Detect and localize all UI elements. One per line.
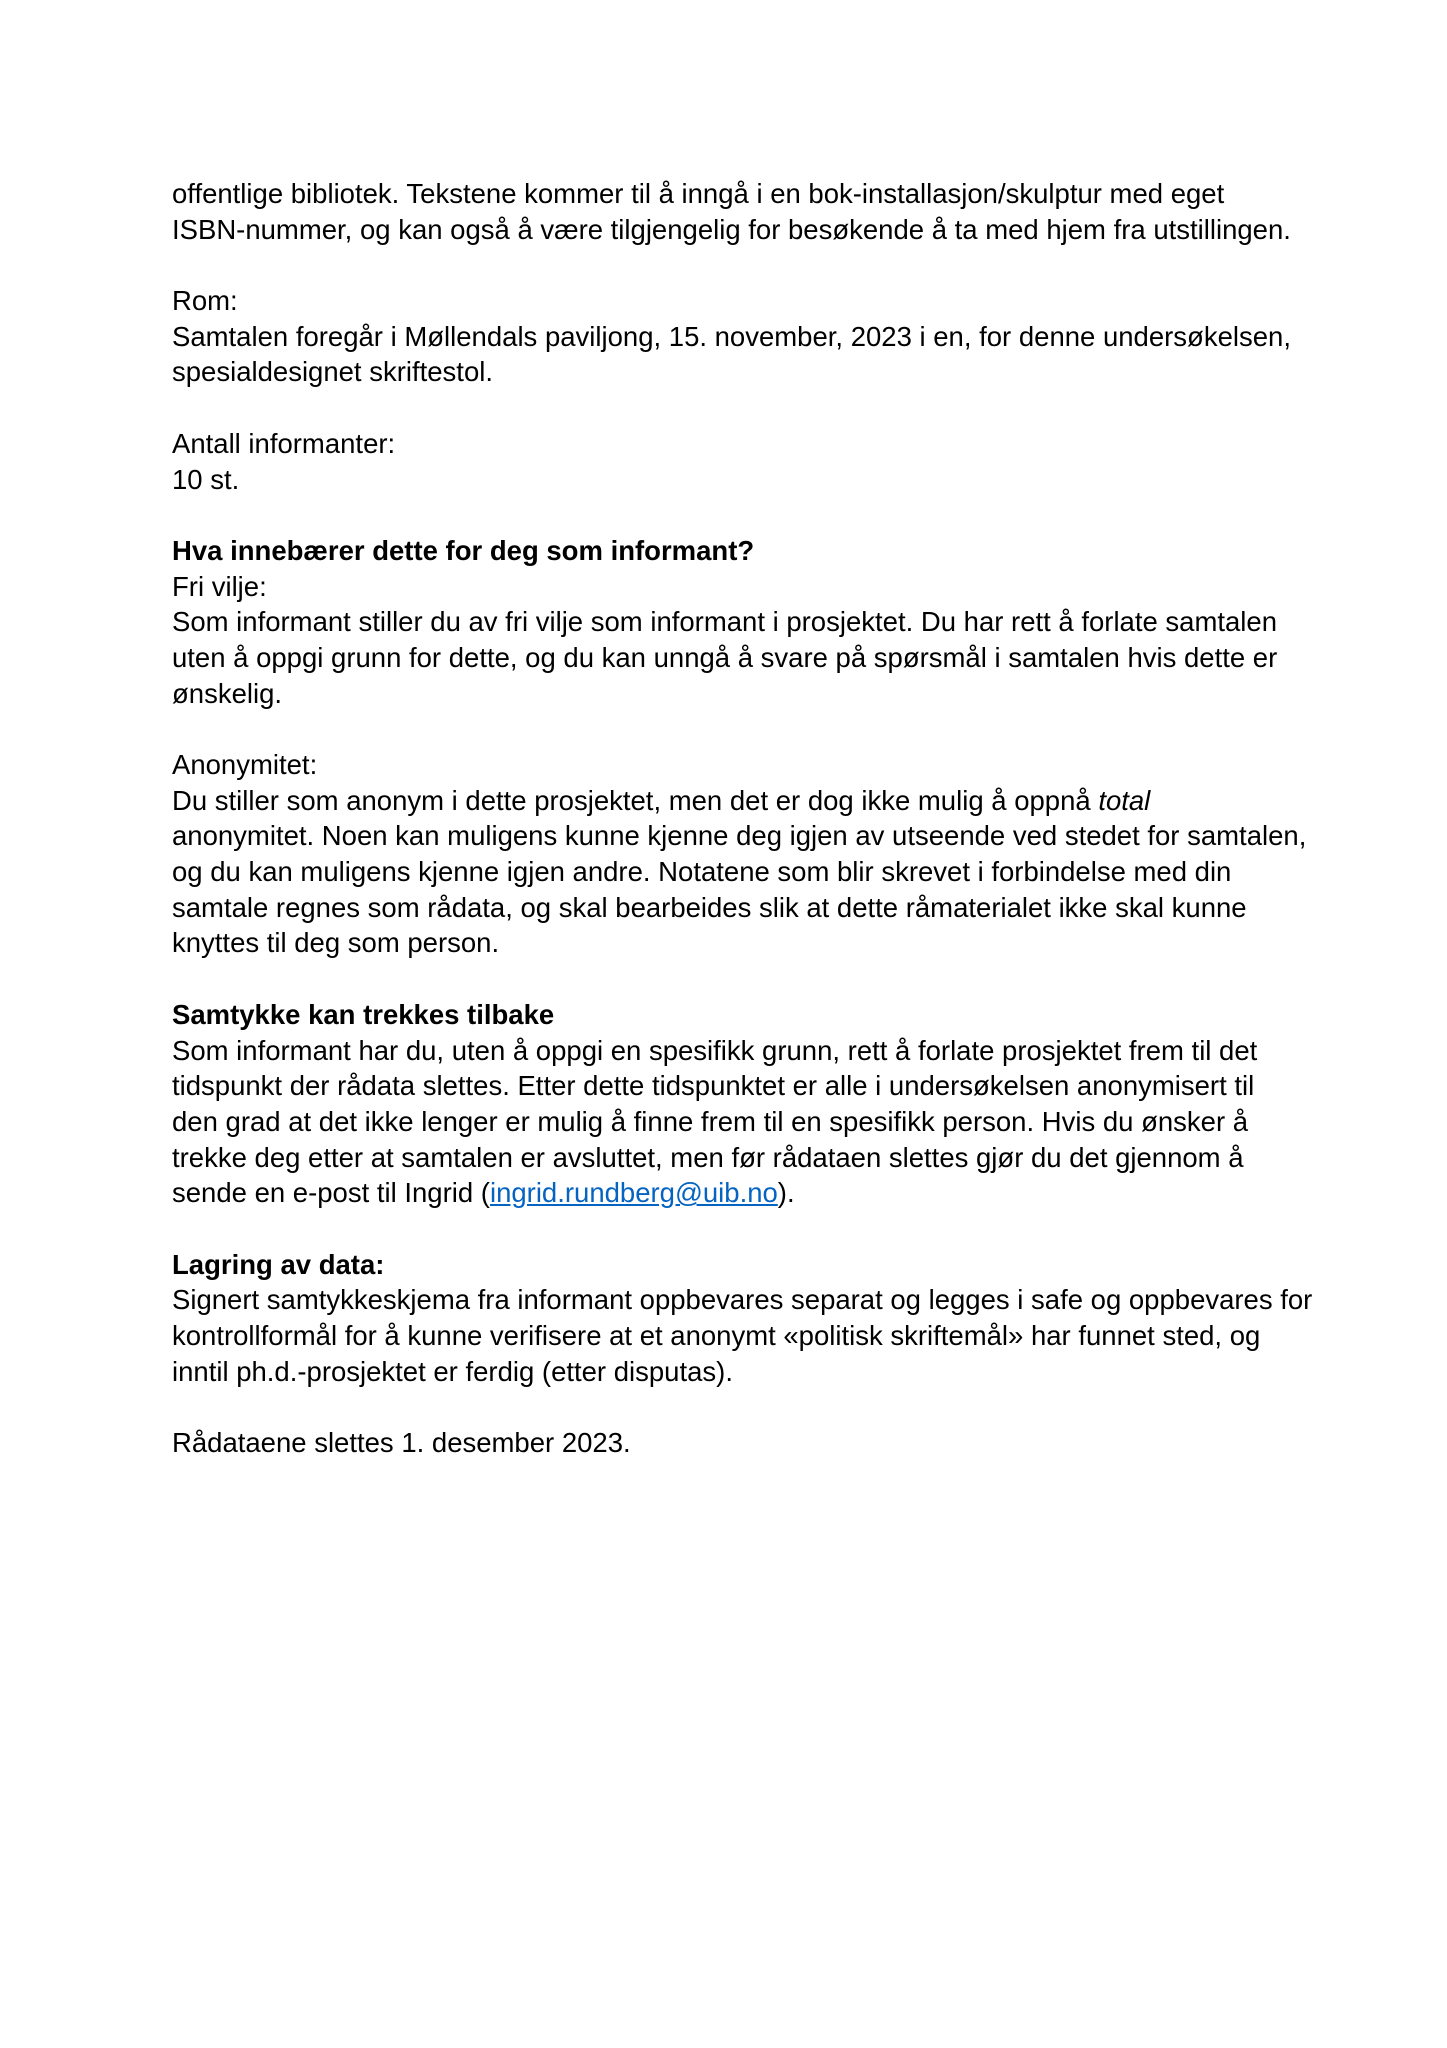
text-line: [172, 1140, 1387, 1176]
blank-line: [172, 497, 1387, 533]
text-line: [172, 354, 1387, 390]
section-heading: [172, 997, 1387, 1033]
text-segment: Fri vilje:: [172, 570, 267, 602]
text-segment: Rådataene slettes 1. desember 2023.: [172, 1427, 631, 1459]
paragraph: [172, 1033, 1387, 1211]
text-segment: Anonymitet:: [172, 749, 318, 780]
text-line: [172, 818, 1387, 854]
text-segment: inntil ph.d.-prosjektet er ferdig (etter disputas).: [172, 1355, 733, 1387]
text-segment: knyttes til deg som person.: [172, 927, 500, 959]
paragraph: [172, 569, 1387, 712]
text-segment: anonymitet. Noen kan muligens kunne kjenne deg igjen av utseende ved stedet for samtalen,: [172, 820, 1307, 852]
text-segment: samtale regnes som rådata, og skal bearbeides slik at dette råmaterialet ikke skal kunne: [172, 891, 1247, 923]
text-line: [172, 1318, 1387, 1354]
text-line: [172, 1104, 1387, 1140]
paragraph: [172, 283, 1387, 390]
text-line: [172, 640, 1387, 676]
blank-line: [172, 247, 1387, 283]
text-line: [172, 783, 1387, 819]
text-segment: Du stiller som anonym i dette prosjektet, men det er dog ikke mulig å oppnå: [172, 784, 1099, 816]
blank-line: [172, 711, 1387, 747]
paragraph: [172, 176, 1387, 247]
text-segment: spesialdesignet skriftestol.: [172, 356, 493, 388]
text-line: [172, 533, 1387, 569]
email-link[interactable]: ingrid.rundberg@uib.no: [489, 1177, 778, 1209]
text-segment: 10 st.: [172, 463, 240, 495]
text-line: [172, 283, 1387, 319]
blank-line: [172, 961, 1387, 997]
text-line: [172, 1033, 1387, 1069]
document-body: [172, 176, 1387, 1461]
text-line: [172, 604, 1387, 640]
blank-line: [172, 1389, 1387, 1425]
text-segment: Hva innebærer dette for deg som informant?: [172, 534, 755, 566]
text-segment: ISBN-nummer, og kan også å være tilgjengelig for besøkende å ta med hjem fra utstillingen.: [172, 213, 1291, 245]
text-segment: Samtalen foregår i Møllendals paviljong, 15. november, 2023 i en, for denne undersøkelsen,: [172, 320, 1291, 352]
text-line: [172, 176, 1387, 212]
text-line: [172, 854, 1387, 890]
paragraph: [172, 1282, 1387, 1389]
text-line: [172, 925, 1387, 961]
section-heading: [172, 1247, 1387, 1283]
text-line: [172, 212, 1387, 248]
text-segment: sende en e-post til Ingrid (: [172, 1177, 490, 1209]
text-segment: Som informant stiller du av fri vilje som informant i prosjektet. Du har rett å forlate samtalen: [172, 606, 1278, 638]
text-segment: offentlige bibliotek. Tekstene kommer til å inngå i en bok-installasjon/skulptur med eget: [172, 178, 1225, 209]
text-line: [172, 569, 1387, 605]
text-line: [172, 676, 1387, 712]
section-heading: [172, 533, 1387, 569]
text-line: [172, 1425, 1387, 1461]
text-line: [172, 319, 1387, 355]
text-segment: ).: [777, 1177, 795, 1209]
text-segment: Lagring av data:: [172, 1248, 385, 1280]
text-line: [172, 1247, 1387, 1283]
text-line: [172, 1175, 1387, 1211]
text-segment: kontrollformål for å kunne verifisere at et anonymt «politisk skriftemål» har funnet sted, og: [172, 1320, 1261, 1351]
text-segment: Samtykke kan trekkes tilbake: [172, 998, 555, 1030]
text-line: [172, 997, 1387, 1033]
text-line: [172, 462, 1387, 498]
text-line: [172, 890, 1387, 926]
text-line: [172, 1282, 1387, 1318]
text-segment: tidspunkt der rådata slettes. Etter dette tidspunktet er alle i undersøkelsen anonymisert til: [172, 1070, 1255, 1102]
text-line: [172, 426, 1387, 462]
text-segment: ønskelig.: [172, 677, 283, 709]
text-line: [172, 1068, 1387, 1104]
blank-line: [172, 390, 1387, 426]
text-segment: Som informant har du, uten å oppgi en spesifikk grunn, rett å forlate prosjektet frem til det: [172, 1034, 1258, 1066]
text-line: [172, 1354, 1387, 1390]
text-segment: Signert samtykkeskjema fra informant oppbevares separat og legges i safe og oppbevares for: [172, 1284, 1313, 1316]
paragraph: [172, 747, 1387, 961]
paragraph: [172, 426, 1387, 497]
text-segment: Antall informanter:: [172, 427, 396, 459]
text-line: [172, 747, 1387, 783]
text-segment: den grad at det ikke lenger er mulig å finne frem til en spesifikk person. Hvis du ønsker å: [172, 1105, 1249, 1137]
paragraph: [172, 1425, 1387, 1461]
text-segment: trekke deg etter at samtalen er avsluttet, men før rådataen slettes gjør du det gjennom å: [172, 1141, 1244, 1173]
text-segment: Rom:: [172, 285, 238, 317]
italic-text: total: [1098, 784, 1151, 816]
text-segment: uten å oppgi grunn for dette, og du kan unngå å svare på spørsmål i samtalen hvis dette er: [172, 641, 1278, 673]
text-segment: og du kan muligens kjenne igjen andre. Notatene som blir skrevet i forbindelse med din: [172, 856, 1232, 888]
blank-line: [172, 1211, 1387, 1247]
